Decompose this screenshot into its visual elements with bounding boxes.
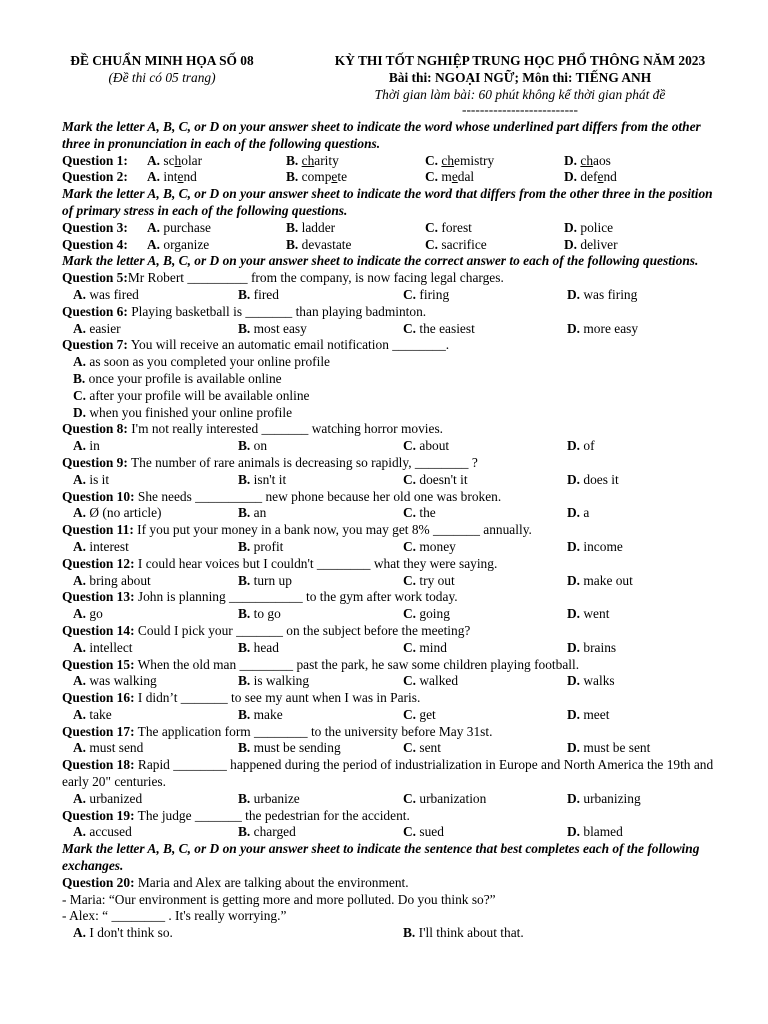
option-a[interactable]: A. was fired [73,286,139,302]
option-a[interactable]: A. accused [73,824,132,840]
option-a[interactable]: A. easier [73,320,121,336]
option-d[interactable]: D. more easy [567,320,639,336]
question-8-stem: Question 8: I'm not really interested _______ watching horror movies. [62,421,444,437]
section-exchange-instruction: Mark the letter A, B, C, or D on your answer sheet to indicate the sentence that best completes each of the following exchanges. [62,841,700,874]
option-d[interactable]: D. does it [567,471,619,487]
option-b[interactable]: B. most easy [238,320,307,336]
question-16-stem: Question 16: I didn’t _______ to see my aunt when I was in Paris. [62,690,421,706]
option-d[interactable]: D. meet [567,706,610,722]
option-a[interactable]: A. urbanized [73,790,143,806]
option-b[interactable]: B. profit [238,538,284,554]
header-divider: -------------------------- [462,102,578,117]
question-label: Question 6: [62,303,128,319]
option-d[interactable]: D. defend [564,169,617,185]
question-5-options [62,287,724,304]
question-12-stem: Question 12: I could hear voices but I couldn't ________ what they were saying. [62,555,498,571]
option-d[interactable]: D. urbanizing [567,790,641,806]
question-16-options [62,707,724,724]
question-3 [62,220,724,237]
question-18-stem: Question 18: Rapid ________ happened during the period of industrialization in Europe and North America the 19th and early 20" centuries. [62,757,714,790]
option-d[interactable]: D. went [567,606,610,622]
option-a[interactable]: A. I don't think so. [73,925,173,941]
question-14-stem: Question 14: Could I pick your _______ on the subject before the meeting? [62,622,471,638]
option-c[interactable]: C. money [403,538,456,554]
option-d[interactable]: D. walks [567,673,615,689]
option-b[interactable]: B. charity [286,152,339,168]
option-b[interactable]: B. I'll think about that. [403,925,524,941]
question-label: Question 3: [62,219,128,235]
dialogue-line-maria: - Maria: “Our environment is getting more and more polluted. Do you think so?” [62,891,496,907]
question-14-options [62,640,724,657]
option-c[interactable]: C. sacrifice [425,236,487,252]
section-correct-answer-instruction: Mark the letter A, B, C, or D on your answer sheet to indicate the correct answer to each of the following questions. [62,253,699,269]
section-pronunciation-instruction: Mark the letter A, B, C, or D on your answer sheet to indicate the word whose underlined part differs from the other three in pronunciation in each of the following questions. [62,119,701,151]
option-c[interactable]: C. forest [425,219,472,235]
option-a[interactable]: A. bring about [73,572,151,588]
option-c[interactable]: C. doesn't it [403,471,468,487]
option-b[interactable]: B. isn't it [238,471,287,487]
question-label: Question 13: [62,589,135,605]
option-c[interactable]: C. urbanization [403,790,487,806]
question-6-options [62,321,724,338]
option-b[interactable]: B. to go [238,606,281,622]
exam-time: Thời gian làm bài: 60 phút không kể thời gian phát đề [374,87,666,102]
option-a[interactable]: A. intend [147,169,197,185]
question-19-stem: Question 19: The judge _______ the pedestrian for the accident. [62,807,410,823]
option-d[interactable]: D. was firing [567,286,638,302]
question-5-stem: Question 5:Mr Robert _________ from the company, is now facing legal charges. [62,270,504,286]
question-label: Question 8: [62,421,128,437]
question-11-stem: Question 11: If you put your money in a bank now, you may get 8% _______ annually. [62,522,532,538]
option-c[interactable]: C. sued [403,824,444,840]
question-1 [62,153,724,170]
section-stress-instruction: Mark the letter A, B, C, or D on your answer sheet to indicate the word that differs from the other three in the position of primary stress in each of the following questions. [62,186,713,218]
option-d[interactable]: D. a [567,505,590,521]
option-c[interactable]: C. chemistry [425,152,495,168]
option-c[interactable]: C. walked [403,673,459,689]
option-b[interactable]: B. devastate [286,236,352,252]
question-label: Question 4: [62,236,128,252]
question-label: Question 11: [62,522,134,538]
option-b[interactable]: B. on [238,438,268,454]
option-a[interactable]: A. scholar [147,152,203,168]
question-label: Question 16: [62,690,135,706]
option-a[interactable]: A. take [73,706,112,722]
option-a[interactable]: A. must send [73,740,144,756]
question-9-stem: Question 9: The number of rare animals is decreasing so rapidly, ________ ? [62,454,478,470]
option-a[interactable]: A. go [73,606,103,622]
option-a[interactable]: A. as soon as you completed your online profile [73,354,330,370]
option-b[interactable]: B. head [238,639,279,655]
option-a[interactable]: A. Ø (no article) [73,505,162,521]
option-d[interactable]: D. of [567,438,595,454]
option-c[interactable]: C. get [403,706,436,722]
question-label: Question 17: [62,723,135,739]
exam-content [62,119,724,942]
option-c[interactable]: C. the easiest [403,320,475,336]
option-c[interactable]: C. try out [403,572,455,588]
exam-title: KỲ THI TỐT NGHIỆP TRUNG HỌC PHỔ THÔNG NĂM 2023 [334,53,706,68]
option-a[interactable]: A. is it [73,471,110,487]
question-6-stem: Question 6: Playing basketball is _______ than playing badminton. [62,303,427,319]
option-d[interactable]: D. must be sent [567,740,651,756]
dialogue-line-alex: - Alex: “ ________ . It's really worrying.” [62,908,287,924]
option-d[interactable]: D. when you finished your online profile [73,404,293,420]
question-15-options [62,673,724,690]
option-b[interactable]: B. compete [286,169,348,185]
question-label: Question 19: [62,807,135,823]
option-b[interactable]: B. charged [238,824,296,840]
question-7-stem: Question 7: You will receive an automatic email notification ________. [62,337,450,353]
option-a[interactable]: A. in [73,438,100,454]
option-d[interactable]: D. deliver [564,236,618,252]
question-label: Question 7: [62,337,128,353]
question-20-options [62,925,724,942]
option-c[interactable]: C. after your profile will be available online [73,387,310,403]
question-17-options [62,740,724,757]
question-10-stem: Question 10: She needs __________ new phone because her old one was broken. [62,488,502,504]
option-c[interactable]: C. the [403,505,436,521]
question-label: Question 2: [62,169,128,185]
option-c[interactable]: C. firing [403,286,450,302]
question-4 [62,237,724,254]
option-c[interactable]: C. going [403,606,450,622]
question-18-options [62,791,724,808]
option-b[interactable]: B. make [238,706,283,722]
option-d[interactable]: D. make out [567,572,633,588]
option-a[interactable]: A. purchase [147,219,211,235]
option-b[interactable]: B. turn up [238,572,292,588]
option-d[interactable]: D. brains [567,639,617,655]
option-b[interactable]: B. an [238,505,267,521]
option-b[interactable]: B. once your profile is available online [73,370,282,386]
option-a[interactable]: A. was walking [73,673,157,689]
question-20-stem: Question 20: Maria and Alex are talking about the environment. [62,874,409,890]
question-10-options [62,505,724,522]
question-13-stem: Question 13: John is planning ___________ to the gym after work today. [62,589,458,605]
question-label: Question 12: [62,555,135,571]
question-12-options [62,573,724,590]
option-b[interactable]: B. urbanize [238,790,300,806]
question-label: Question 10: [62,488,135,504]
option-b[interactable]: B. must be sending [238,740,341,756]
option-d[interactable]: D. income [567,538,623,554]
question-13-options [62,606,724,623]
question-19-options [62,824,724,841]
question-2 [62,169,724,186]
option-d[interactable]: D. police [564,219,614,235]
option-d[interactable]: D. chaos [564,152,611,168]
option-d[interactable]: D. blamed [567,824,623,840]
question-11-options [62,539,724,556]
option-b[interactable]: B. is walking [238,673,310,689]
question-17-stem: Question 17: The application form ________ to the university before May 31st. [62,723,493,739]
exam-code-title: ĐỀ CHUẨN MINH HỌA SỐ 08 [70,53,254,68]
question-15-stem: Question 15: When the old man ________ past the park, he saw some children playing football. [62,656,580,672]
page-count-note: (Đề thi có 05 trang) [108,70,216,85]
option-c[interactable]: C. medal [425,169,475,185]
question-label: Question 14: [62,622,135,638]
option-c[interactable]: C. sent [403,740,441,756]
option-c[interactable]: C. mind [403,639,447,655]
option-a[interactable]: A. organize [147,236,210,252]
exam-subject: Bài thi: NGOẠI NGỮ; Môn thi: TIẾNG ANH [388,70,652,85]
question-label: Question 5: [62,270,128,286]
option-a[interactable]: A. interest [73,538,129,554]
question-9-options [62,472,724,489]
option-b[interactable]: B. ladder [286,219,336,235]
question-label: Question 18: [62,757,135,773]
question-label: Question 1: [62,152,128,168]
option-a[interactable]: A. intellect [73,639,133,655]
question-8-options [62,438,724,455]
option-b[interactable]: B. fired [238,286,279,302]
option-c[interactable]: C. about [403,438,450,454]
question-label: Question 15: [62,656,135,672]
question-label: Question 9: [62,454,128,470]
question-label: Question 20: [62,874,135,890]
